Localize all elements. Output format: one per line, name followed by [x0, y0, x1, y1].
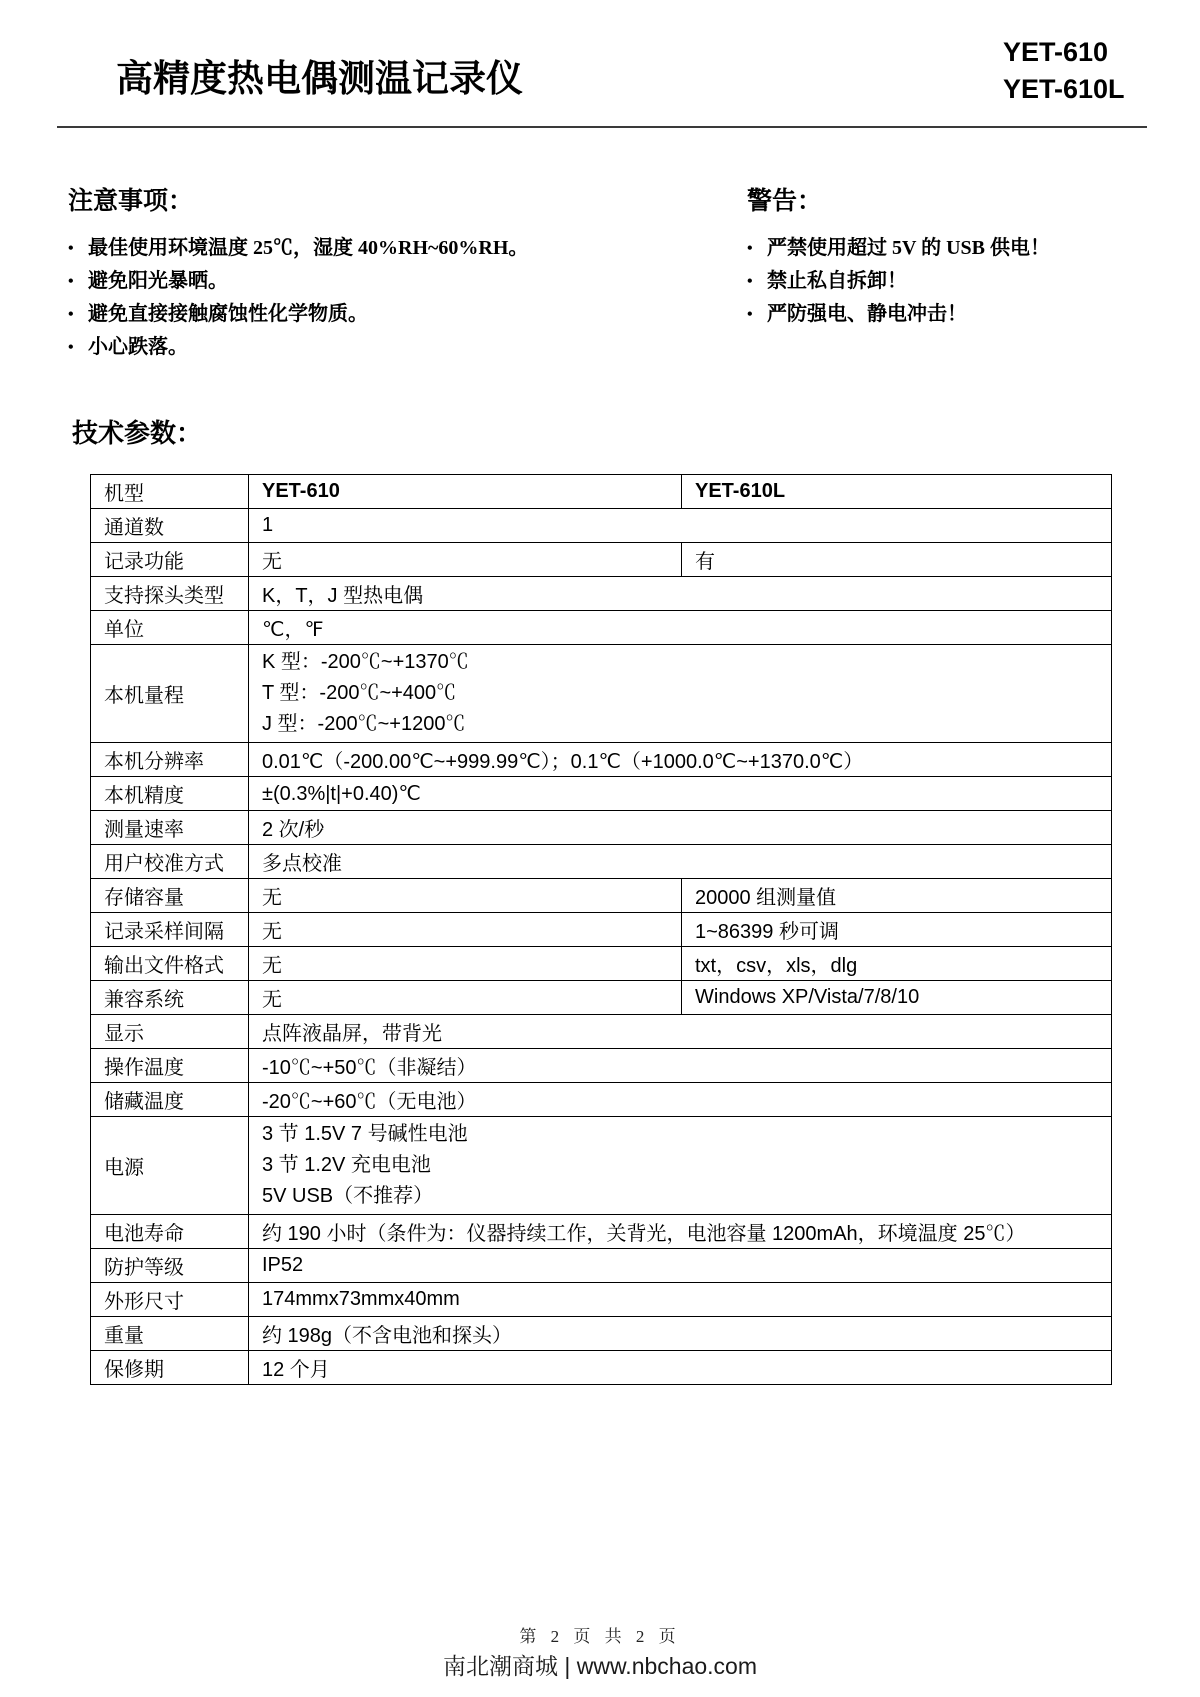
spec-label: 储藏温度 [91, 1083, 249, 1117]
spec-value: txt，csv，xls，dlg [682, 947, 1112, 981]
bullet-icon: • [747, 240, 753, 257]
table-row [91, 1015, 1112, 1049]
spec-value: 有 [682, 543, 1112, 577]
list-item [68, 331, 648, 364]
spec-value-line: 5V USB（不推荐） [262, 1185, 434, 1207]
list-item-text: 严禁使用超过 5V 的 USB 供电！ [767, 237, 1050, 259]
list-item [747, 298, 1147, 331]
specs-heading: 技术参数： [72, 419, 203, 448]
bullet-icon: • [68, 240, 74, 257]
model-number-1: YET-610 [1003, 37, 1109, 67]
list-item [68, 265, 648, 298]
table-row [91, 475, 1112, 509]
spec-label: 输出文件格式 [91, 947, 249, 981]
spec-value: 无 [249, 981, 682, 1015]
warnings-list [747, 232, 1147, 331]
list-item-text: 最佳使用环境温度 25℃，湿度 40%RH~60%RH。 [88, 237, 529, 259]
spec-label: 支持探头类型 [91, 577, 249, 611]
notes-heading: 注意事项： [68, 188, 194, 215]
spec-value-line: 3 节 1.2V 充电电池 [262, 1154, 431, 1176]
spec-label: 存储容量 [91, 879, 249, 913]
bullet-icon: • [68, 306, 74, 323]
warnings-section [747, 181, 1147, 331]
model-number-2: YET-610L [1003, 74, 1125, 104]
spec-value: 点阵液晶屏，带背光 [249, 1015, 1112, 1049]
spec-value: ℃，℉ [249, 611, 1112, 645]
spec-label: 操作温度 [91, 1049, 249, 1083]
bullet-icon: • [68, 273, 74, 290]
spec-value-line: K 型：-200℃~+1370℃ [262, 651, 469, 673]
table-row [91, 577, 1112, 611]
notes-section [68, 181, 648, 364]
spec-value-line: 3 节 1.5V 7 号碱性电池 [262, 1123, 468, 1145]
site-link: 南北潮商城 | www.nbchao.com [442, 1653, 757, 1679]
list-item [747, 232, 1147, 265]
spec-value [249, 645, 1112, 743]
bullet-icon: • [68, 339, 74, 356]
spec-value-line: T 型：-200℃~+400℃ [262, 682, 457, 704]
spec-value: 无 [249, 947, 682, 981]
list-item-text: 避免直接接触腐蚀性化学物质。 [88, 303, 368, 325]
bullet-icon: • [747, 273, 753, 290]
list-item-text: 避免阳光暴晒。 [88, 270, 228, 292]
spec-label: 记录采样间隔 [91, 913, 249, 947]
specs-table-body [91, 475, 1112, 1385]
table-row [91, 913, 1112, 947]
model-numbers [1003, 34, 1125, 108]
spec-value: -20℃~+60℃（无电池） [249, 1083, 1112, 1117]
specs-table [90, 474, 1112, 1385]
spec-value: 1 [249, 509, 1112, 543]
spec-value: 20000 组测量值 [682, 879, 1112, 913]
spec-label: 单位 [91, 611, 249, 645]
spec-value: 174mmx73mmx40mm [249, 1283, 1112, 1317]
spec-label: 机型 [91, 475, 249, 509]
spec-label: 外形尺寸 [91, 1283, 249, 1317]
warnings-heading: 警告： [747, 188, 823, 215]
spec-label: 重量 [91, 1317, 249, 1351]
table-row [91, 1317, 1112, 1351]
header-divider [57, 126, 1147, 128]
page-number: 第 2 页 共 2 页 [519, 1627, 681, 1646]
spec-label: 测量速率 [91, 811, 249, 845]
spec-value: YET-610L [682, 475, 1112, 509]
spec-label: 记录功能 [91, 543, 249, 577]
spec-value: YET-610 [249, 475, 682, 509]
spec-label: 显示 [91, 1015, 249, 1049]
spec-value: 约 198g（不含电池和探头） [249, 1317, 1112, 1351]
spec-label: 本机精度 [91, 777, 249, 811]
list-item [68, 298, 648, 331]
list-item [68, 232, 648, 265]
spec-value: 约 190 小时（条件为：仪器持续工作，关背光，电池容量 1200mAh，环境温度 25℃） [249, 1215, 1112, 1249]
table-row [91, 1351, 1112, 1385]
table-row [91, 845, 1112, 879]
list-item [747, 265, 1147, 298]
spec-value: 多点校准 [249, 845, 1112, 879]
table-row [91, 811, 1112, 845]
table-row [91, 777, 1112, 811]
spec-label: 用户校准方式 [91, 845, 249, 879]
spec-value: 0.01℃（-200.00℃~+999.99℃）；0.1℃（+1000.0℃~+1370.0℃） [249, 743, 1112, 777]
table-row [91, 1215, 1112, 1249]
spec-value: -10℃~+50℃（非凝结） [249, 1049, 1112, 1083]
document-title: 高精度热电偶测温记录仪 [116, 58, 523, 99]
spec-value: IP52 [249, 1249, 1112, 1283]
table-row [91, 879, 1112, 913]
notes-list [68, 232, 648, 364]
spec-label: 兼容系统 [91, 981, 249, 1015]
spec-value: 无 [249, 913, 682, 947]
table-row [91, 509, 1112, 543]
spec-value: K，T，J 型热电偶 [249, 577, 1112, 611]
spec-value: Windows XP/Vista/7/8/10 [682, 981, 1112, 1015]
table-row [91, 743, 1112, 777]
table-row [91, 1117, 1112, 1215]
table-row [91, 947, 1112, 981]
table-row [91, 543, 1112, 577]
spec-value: 2 次/秒 [249, 811, 1112, 845]
spec-value: 1~86399 秒可调 [682, 913, 1112, 947]
spec-label: 电源 [91, 1117, 249, 1215]
spec-value: 12 个月 [249, 1351, 1112, 1385]
table-row [91, 1049, 1112, 1083]
spec-value [249, 1117, 1112, 1215]
spec-label: 防护等级 [91, 1249, 249, 1283]
table-row [91, 981, 1112, 1015]
table-row [91, 645, 1112, 743]
list-item-text: 小心跌落。 [88, 336, 188, 358]
spec-label: 保修期 [91, 1351, 249, 1385]
spec-label: 电池寿命 [91, 1215, 249, 1249]
list-item-text: 严防强电、静电冲击！ [767, 303, 967, 325]
list-item-text: 禁止私自拆卸！ [767, 270, 907, 292]
table-row [91, 1283, 1112, 1317]
table-row [91, 611, 1112, 645]
spec-label: 通道数 [91, 509, 249, 543]
table-row [91, 1249, 1112, 1283]
spec-value: 无 [249, 879, 682, 913]
table-row [91, 1083, 1112, 1117]
bullet-icon: • [747, 306, 753, 323]
spec-label: 本机分辨率 [91, 743, 249, 777]
spec-label: 本机量程 [91, 645, 249, 743]
spec-value: 无 [249, 543, 682, 577]
spec-value-line: J 型：-200℃~+1200℃ [262, 713, 466, 735]
spec-value: ±(0.3%|t|+0.40)℃ [249, 777, 1112, 811]
